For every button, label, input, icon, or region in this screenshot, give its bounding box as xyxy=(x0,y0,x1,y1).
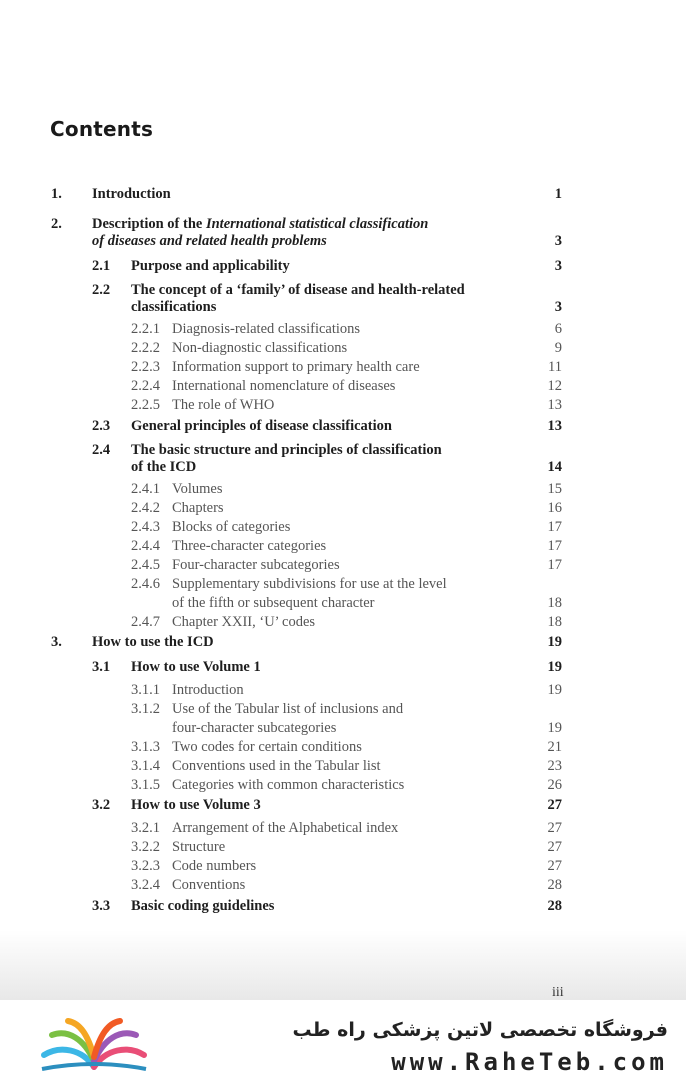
toc-entry-page: 28 xyxy=(547,898,562,914)
toc-entry-title-line: classifications xyxy=(131,299,217,315)
toc-entry-title-line: How to use the ICD xyxy=(92,634,214,650)
store-url[interactable]: www.RaheTeb.com xyxy=(391,1048,668,1076)
toc-entry-number: 2.4.4 xyxy=(131,538,160,554)
toc-entry-page: 21 xyxy=(547,739,562,755)
toc-entry-title-line: Code numbers xyxy=(172,858,257,874)
toc-entry-title-line: Chapter XXII, ‘U’ codes xyxy=(172,614,316,630)
toc-entry-title xyxy=(172,700,403,738)
open-book-icon xyxy=(38,1015,150,1075)
toc-entry-title-line: International nomenclature of diseases xyxy=(172,378,396,394)
toc-entry-title xyxy=(172,537,326,556)
toc-entry-number: 2.2.4 xyxy=(131,378,160,394)
toc-entry-title-line: Description of the International statistical classification xyxy=(92,216,429,232)
toc-entry-page: 3 xyxy=(554,258,562,274)
toc-entry-page: 3 xyxy=(554,299,562,315)
toc-entry-page: 13 xyxy=(547,397,562,413)
toc-entry-title-line: of diseases and related health problems xyxy=(92,233,327,249)
toc-entry-page: 3 xyxy=(554,233,562,249)
toc-entry-title xyxy=(172,396,274,415)
toc-entry-title-line: of the ICD xyxy=(131,459,197,475)
toc-entry-number: 2.4 xyxy=(92,442,111,458)
toc-entry-number: 3.3 xyxy=(92,898,111,914)
toc-entry-title xyxy=(172,876,245,895)
toc-entry-title xyxy=(172,757,381,776)
toc-entry-page: 19 xyxy=(547,634,562,650)
store-name: فروشگاه تخصصی لاتین پزشکی راه طب xyxy=(292,1019,668,1041)
toc-entry-title-line: of the fifth or subsequent character xyxy=(172,595,375,611)
toc-entry-number: 2.2.2 xyxy=(131,340,160,356)
toc-entry-title-line: Blocks of categories xyxy=(172,519,291,535)
toc-entry-title-line: Volumes xyxy=(172,481,223,497)
toc-entry-number: 3.1.1 xyxy=(131,682,160,698)
toc-entry-number: 3.2.4 xyxy=(131,877,160,893)
toc-entry-title-line: Two codes for certain conditions xyxy=(172,739,362,755)
toc-entry-title xyxy=(172,681,244,700)
toc-entry-number: 2.2.3 xyxy=(131,359,160,375)
toc-entry-title-line: How to use Volume 3 xyxy=(131,797,261,813)
toc-entry-page: 16 xyxy=(547,500,562,516)
toc-entry-title xyxy=(172,480,223,499)
toc-entry-title xyxy=(172,776,404,795)
toc-entry-page: 13 xyxy=(547,418,562,434)
toc-entry-title xyxy=(131,442,442,476)
toc-entry-page: 23 xyxy=(547,758,562,774)
toc-entry-page: 15 xyxy=(547,481,562,497)
toc-entry-page: 6 xyxy=(554,321,562,337)
toc-entry-title-line: Diagnosis-related classifications xyxy=(172,321,361,337)
toc-entry-number: 2.2 xyxy=(92,282,111,298)
toc-entry-number: 2.4.2 xyxy=(131,500,160,516)
toc-entry-number: 3.2.3 xyxy=(131,858,160,874)
toc-entry-title xyxy=(172,358,420,377)
toc-entry-title-line: The role of WHO xyxy=(172,397,275,413)
toc-entry-number: 3.2.1 xyxy=(131,820,160,836)
toc-entry-page: 12 xyxy=(547,378,562,394)
page-number: iii xyxy=(552,985,564,1000)
toc-entry-number: 2.2.5 xyxy=(131,397,160,413)
toc-entry-page: 17 xyxy=(547,538,562,554)
toc-entry-title-line: Use of the Tabular list of inclusions and xyxy=(172,701,404,717)
toc-entry-title xyxy=(131,282,465,316)
toc-entry-title xyxy=(172,320,360,339)
toc-entry-title xyxy=(172,857,256,876)
toc-entry-title-line: The concept of a ‘family’ of disease and health-related xyxy=(131,282,465,298)
toc-entry-title xyxy=(131,258,290,275)
toc-entry-page: 17 xyxy=(547,557,562,573)
toc-entry-title xyxy=(131,418,392,435)
toc-entry-number: 2.2.1 xyxy=(131,321,160,337)
contents-heading: Contents xyxy=(50,117,154,141)
toc-entry-title-line: Supplementary subdivisions for use at the level xyxy=(172,576,447,592)
toc-entry-title-line: Conventions used in the Tabular list xyxy=(172,758,381,774)
toc-entry-page: 18 xyxy=(547,595,562,611)
toc-entry-title-line: General principles of disease classification xyxy=(131,418,392,434)
toc-entry-title-line: Categories with common characteristics xyxy=(172,777,405,793)
toc-entry-title-line: Four-character subcategories xyxy=(172,557,340,573)
toc-entry-page: 14 xyxy=(547,459,562,475)
toc-entry-title-line: Three-character categories xyxy=(172,538,327,554)
toc-entry-title-line: Arrangement of the Alphabetical index xyxy=(172,820,399,836)
toc-entry-page: 9 xyxy=(554,340,562,356)
toc-entry-number: 2. xyxy=(51,216,62,232)
toc-entry-number: 3.2 xyxy=(92,797,111,813)
toc-entry-title-line: Basic coding guidelines xyxy=(131,898,275,914)
toc-entry-title xyxy=(131,797,261,814)
toc-entry-title-line: Introduction xyxy=(92,186,171,202)
toc-entry-title-line: four-character subcategories xyxy=(172,720,337,736)
toc-entry-title-line: Information support to primary health care xyxy=(172,359,420,375)
toc-entry-page: 28 xyxy=(547,877,562,893)
toc-entry-number: 3.1.4 xyxy=(131,758,160,774)
toc-entry-number: 3.1.2 xyxy=(131,701,160,717)
toc-entry-number: 2.4.5 xyxy=(131,557,160,573)
toc-entry-title-line: Non-diagnostic classifications xyxy=(172,340,348,356)
toc-entry-title xyxy=(172,575,447,613)
toc-entry-title xyxy=(172,838,225,857)
toc-entry-number: 1. xyxy=(51,186,62,202)
toc-entry-title xyxy=(131,659,261,676)
toc-entry-page: 18 xyxy=(547,614,562,630)
toc-entry-page: 1 xyxy=(554,186,562,202)
toc-entry-page: 26 xyxy=(547,777,562,793)
toc-entry-page: 27 xyxy=(547,797,562,813)
toc-entry-number: 2.4.7 xyxy=(131,614,160,630)
toc-entry-number: 3.2.2 xyxy=(131,839,160,855)
toc-entry-page: 27 xyxy=(547,820,562,836)
toc-entry-number: 2.3 xyxy=(92,418,111,434)
toc-entry-page: 19 xyxy=(547,659,562,675)
toc-entry-title-line: Chapters xyxy=(172,500,224,516)
toc-entry-title xyxy=(131,898,274,915)
toc-entry-number: 3.1.3 xyxy=(131,739,160,755)
toc-entry-number: 3.1.5 xyxy=(131,777,160,793)
toc-entry-page: 19 xyxy=(547,682,562,698)
toc-entry-page: 11 xyxy=(548,359,562,375)
toc-entry-title-line: Introduction xyxy=(172,682,244,698)
toc-entry-number: 2.4.1 xyxy=(131,481,160,497)
toc-entry-title-line: How to use Volume 1 xyxy=(131,659,261,675)
toc-entry-title xyxy=(172,518,290,537)
toc-entry-page: 17 xyxy=(547,519,562,535)
toc-entry-title-line: The basic structure and principles of classification xyxy=(131,442,442,458)
toc-entry-title xyxy=(92,186,171,203)
toc-entry-title xyxy=(172,556,340,575)
toc-entry-title xyxy=(92,216,428,250)
toc-entry-number: 2.4.3 xyxy=(131,519,160,535)
toc-entry-page: 19 xyxy=(547,720,562,736)
toc-entry-title-line: Structure xyxy=(172,839,226,855)
toc-entry-number: 3. xyxy=(51,634,62,650)
toc-entry-title xyxy=(172,613,315,632)
toc-entry-title xyxy=(92,634,214,651)
toc-entry-title xyxy=(172,377,395,396)
toc-entry-title xyxy=(172,819,398,838)
toc-entry-title-line: Purpose and applicability xyxy=(131,258,290,274)
toc-entry-page: 27 xyxy=(547,858,562,874)
toc-entry-title xyxy=(172,499,224,518)
toc-entry-page: 27 xyxy=(547,839,562,855)
toc-entry-title xyxy=(172,738,362,757)
toc-entry-number: 2.4.6 xyxy=(131,576,160,592)
toc-entry-number: 2.1 xyxy=(92,258,111,274)
toc-entry-title xyxy=(172,339,347,358)
toc-entry-title-line: Conventions xyxy=(172,877,246,893)
toc-entry-number: 3.1 xyxy=(92,659,111,675)
